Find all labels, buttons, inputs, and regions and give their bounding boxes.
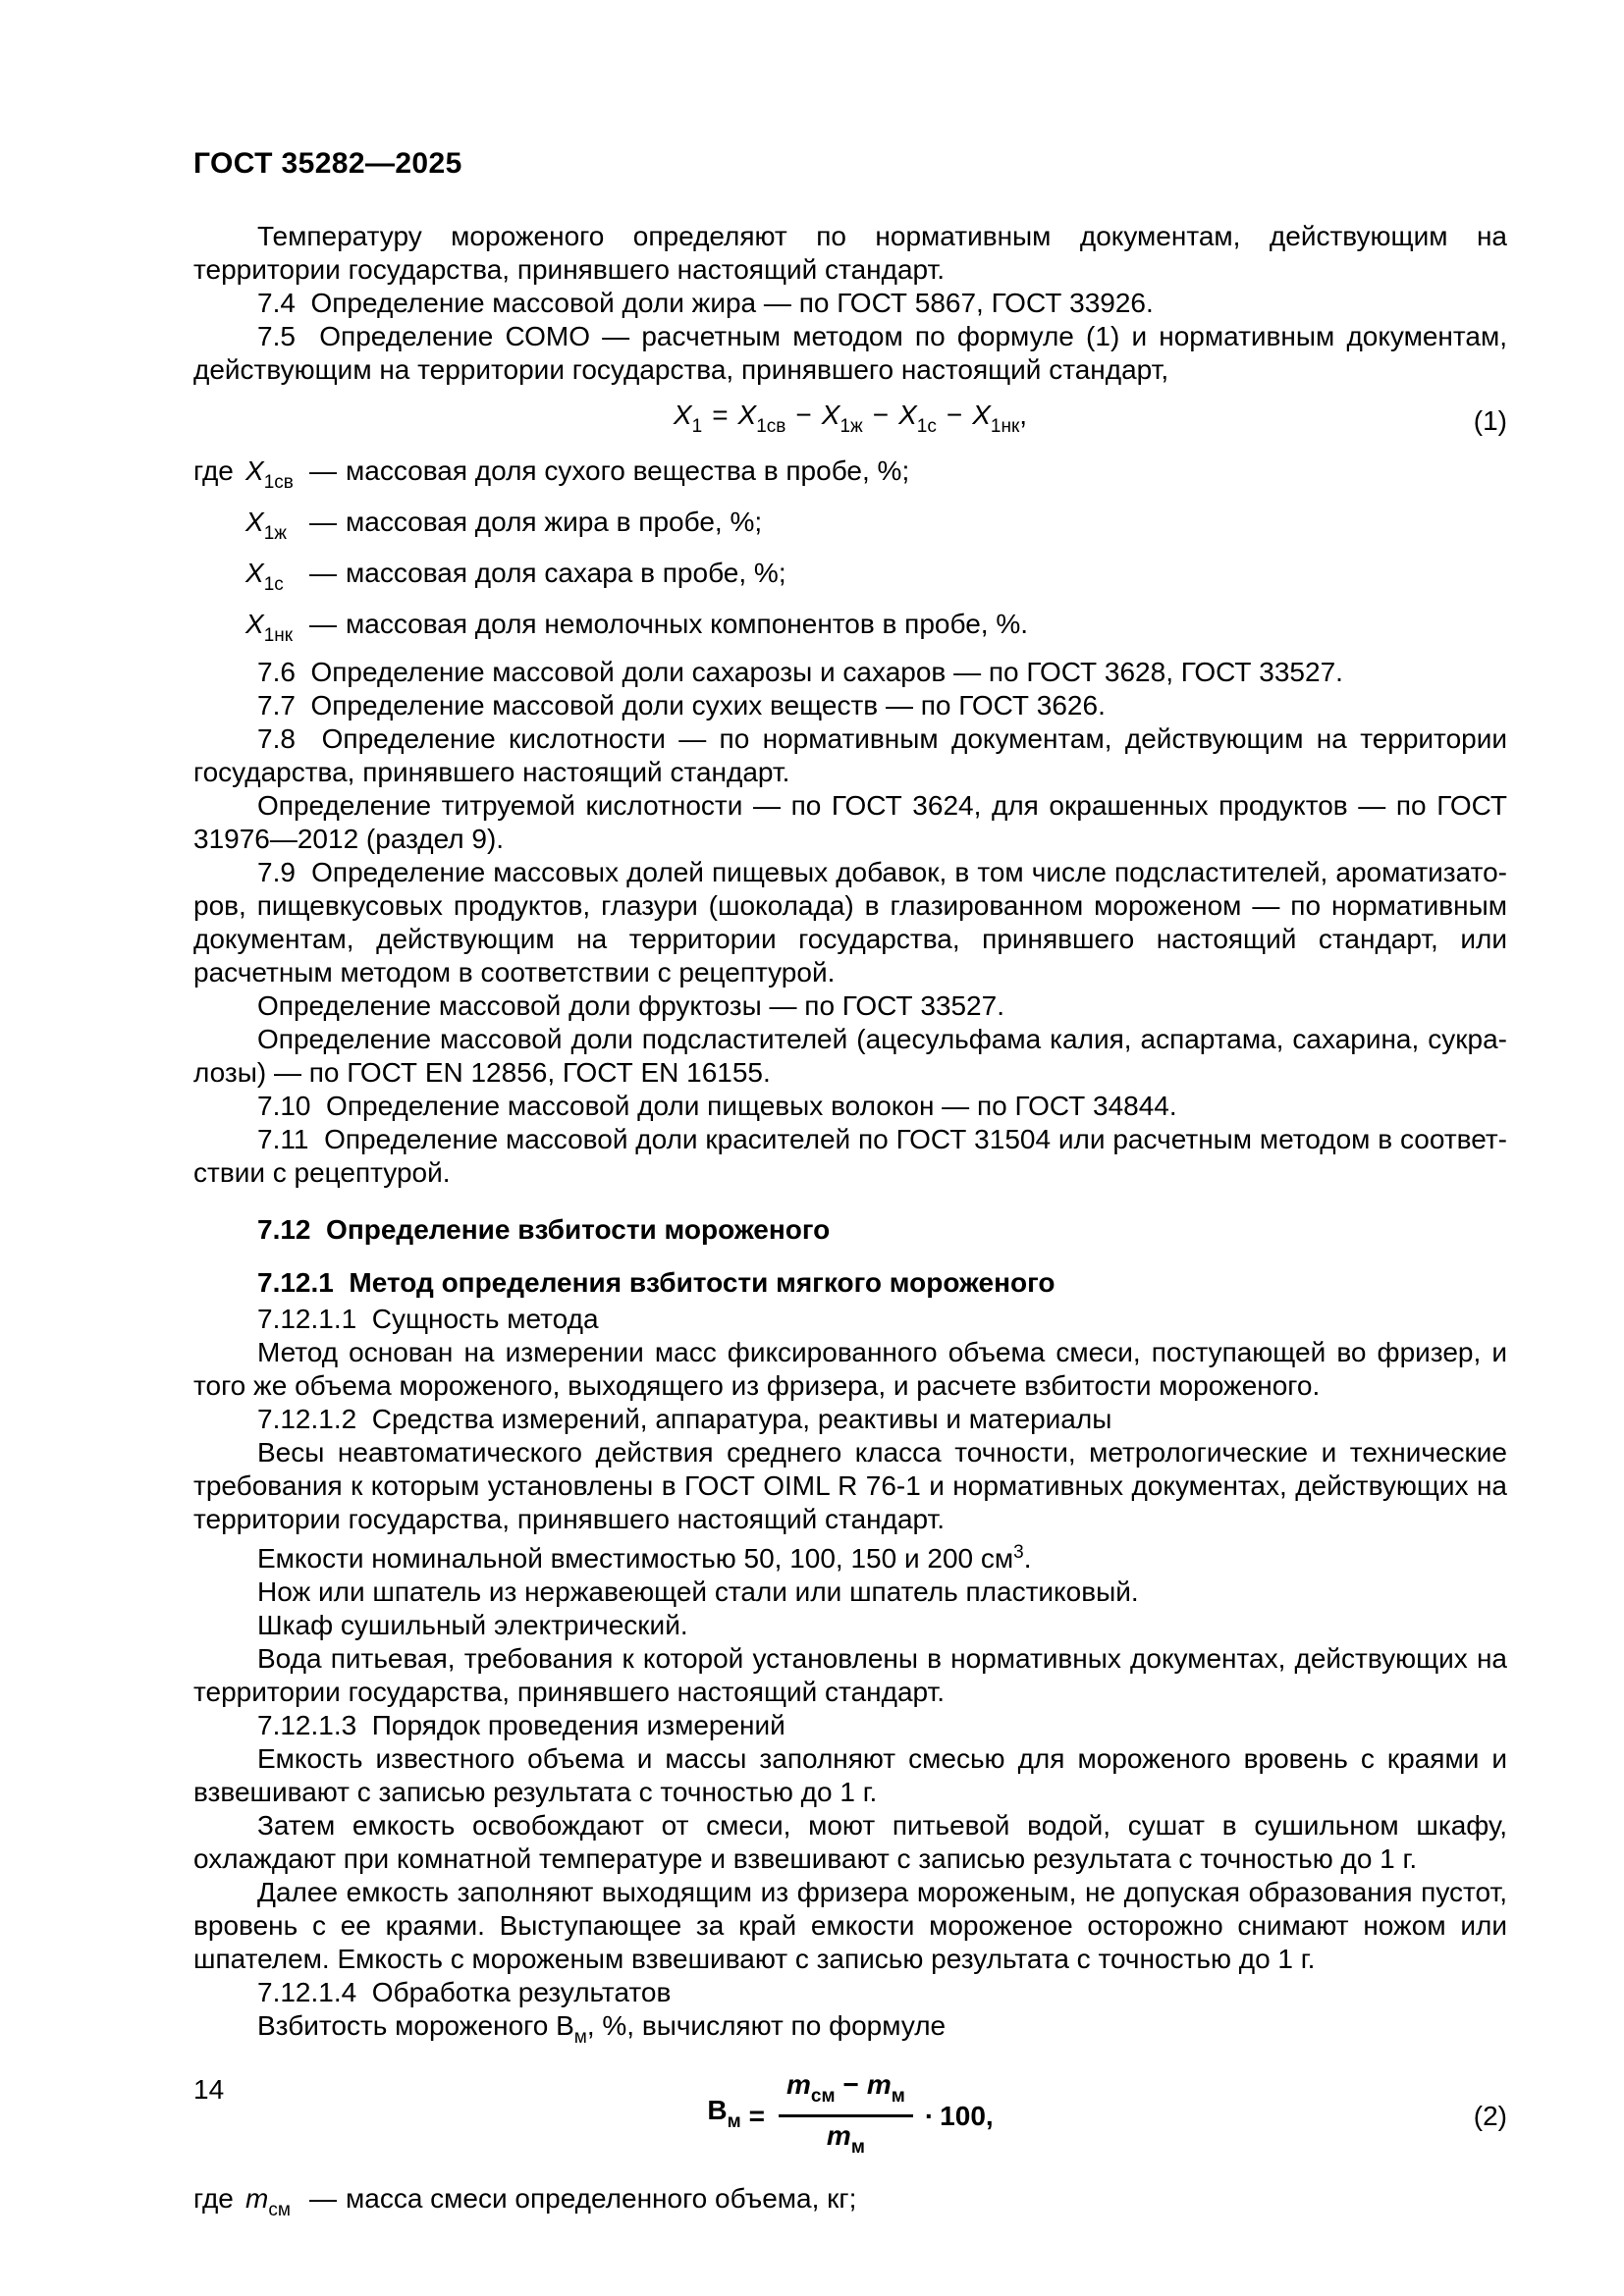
paragraph-7-5: 7.5 Определение СОМО — расчетным методом по формуле (1) и нормативным документам, действующим на территории государства, принявшего настоящий стандарт, <box>193 321 1507 385</box>
formula-2-fraction <box>779 2068 913 2163</box>
formula-1-number: (1) <box>1473 405 1507 436</box>
minus-sign: − <box>842 2069 859 2100</box>
paragraph-fructose: Определение массовой доли фруктозы — по ГОСТ 33527. <box>257 990 1004 1021</box>
paragraph-knife: Нож или шпатель из нержавеющей стали или шпатель пластиковый. <box>257 1576 1139 1607</box>
definition-symbol: $X_{1с}$ <box>245 558 284 595</box>
formula-1-term-3: $X_{1с}$ <box>898 400 937 437</box>
paragraph-7-12-1-3: 7.12.1.3 Порядок проведения измерений <box>257 1710 785 1740</box>
definition-text: массовая доля сухого вещества в пробе, %; <box>346 455 910 486</box>
definition-text: массовая доля жира в пробе, %; <box>346 507 763 537</box>
minus-sign: − <box>946 400 963 430</box>
paragraph-7-10: 7.10 Определение массовой доли пищевых волокон — по ГОСТ 34844. <box>257 1091 1177 1121</box>
paragraph-7-11: 7.11 Определение массовой доли красителей по ГОСТ 31504 или расчетным методом в соответствии с рецептурой. <box>193 1124 1507 1188</box>
paragraph-containers: Емкости номинальной вместимостью 50, 100, 150 и 200 $см^3$. <box>257 1542 1032 1574</box>
page-number: 14 <box>193 2074 225 2105</box>
paragraph-sweeteners: Определение массовой доли подсластителей (ацесульфама калия, аспартама, сахарина, сукралозы) — по ГОСТ EN 12856, ГОСТ EN 16155. <box>193 1024 1507 1088</box>
definition-row <box>193 554 1507 605</box>
paragraph-method-essence: Метод основан на измерении масс фиксированного объема смеси, поступающей во фризер, и того же объема мороженого, выходящего из фризера, и расчете взбитости мороженого. <box>193 1337 1507 1401</box>
paragraph-container-icecream: Далее емкость заполняют выходящим из фризера мороженым, не допуская образования пустот, вровень с ее краями. Выступающее за край емкости мороженое осторожно снимают ножом или шпателем. Емкость с мороженым взвешивают с записью результата с точностью до 1 г. <box>193 1877 1507 1974</box>
formula-1-term-2: $X_{1ж}$ <box>821 400 863 437</box>
paragraph-7-9: 7.9 Определение массовых долей пищевых добавок, в том числе подсластителей, ароматизаторов, пищевкусовых продуктов, глазури (шоколада) в глазированном мороженом — по нормативным документам, действующим на территории государства, принявшего настоящий стандарт, или расчетным методом в соответствии с рецептурой. <box>193 857 1507 988</box>
paragraph-container-fill: Емкость известного объема и массы заполняют смесью для мороженого вровень с краями и взвешивают с записью результата с точностью до 1 г. <box>193 1743 1507 1807</box>
fraction-numerator: $m_{см} - m_м$ <box>779 2068 913 2117</box>
formula-2-factor: 100, <box>940 2100 994 2131</box>
formula-1-term-4: $X_{1нк}$, <box>972 400 1028 437</box>
definition-row <box>193 2179 1507 2230</box>
formula-1 <box>193 399 1507 444</box>
formula-1-lhs: $X_1$ <box>673 400 703 437</box>
definition-lead: где <box>193 2183 234 2214</box>
paragraph-7-8: 7.8 Определение кислотности — по нормативным документам, действующим на территории государства, принявшего настоящий стандарт. <box>193 723 1507 787</box>
minus-sign: − <box>872 400 890 430</box>
paragraph-7-6: 7.6 Определение массовой доли сахарозы и сахаров — по ГОСТ 3628, ГОСТ 33527. <box>257 657 1343 687</box>
paragraph-water: Вода питьевая, требования к которой установлены в нормативных документах, действующих на территории государства, принявшего настоящий стандарт. <box>193 1643 1507 1707</box>
fraction-denominator: $m_м$ <box>826 2120 865 2158</box>
paragraph-container-wash: Затем емкость освобождают от смеси, моют питьевой водой, сушат в сушильном шкафу, охлаждают при комнатной температуре и взвешивают с записью результата с точностью до 1 г. <box>193 1810 1507 1874</box>
paragraph-7-12-1-4: 7.12.1.4 Обработка результатов <box>257 1977 672 2007</box>
definition-symbol: $X_{1нк}$ <box>245 609 294 646</box>
paragraph-7-12-1-1: 7.12.1.1 Сущность метода <box>257 1304 599 1334</box>
definition-row <box>193 452 1507 503</box>
superscript-3: 3 <box>1013 1542 1024 1563</box>
definition-dash: — <box>309 507 337 537</box>
paragraph-scales: Весы неавтоматического действия среднего класса точности, метрологические и технические требования к которым установлены в ГОСТ OIML R 76-1 и нормативных документах, действующих на территории государства, принявшего настоящий стандарт. <box>193 1437 1507 1534</box>
equals-sign: = <box>748 2100 765 2131</box>
subscript-m: м <box>573 2027 587 2048</box>
definition-dash: — <box>309 558 337 588</box>
definition-text: массовая доля сахара в пробе, %; <box>346 558 786 588</box>
definition-text: масса смеси определенного объема, кг; <box>346 2183 857 2214</box>
definition-dash: — <box>309 2183 337 2214</box>
definition-text: массовая доля немолочных компонентов в пробе, %. <box>346 609 1029 639</box>
definition-dash: — <box>309 609 337 639</box>
heading-7-12: 7.12 Определение взбитости мороженого <box>257 1214 831 1245</box>
definition-dash: — <box>309 455 337 486</box>
definition-row <box>193 503 1507 554</box>
paragraph-7-4: 7.4 Определение массовой доли жира — по ГОСТ 5867, ГОСТ 33926. <box>257 288 1154 318</box>
minus-sign: − <box>795 400 812 430</box>
equals-sign: = <box>712 400 729 430</box>
definition-symbol: $X_{1ж}$ <box>245 507 287 544</box>
paragraph-drying-cabinet: Шкаф сушильный электрический. <box>257 1610 688 1640</box>
paragraph-overrun-intro: Взбитость мороженого $В_м$, %, вычисляют по формуле <box>257 2010 947 2048</box>
document-header: ГОСТ 35282—2025 <box>193 147 462 180</box>
formula-2 <box>193 2068 1507 2163</box>
heading-7-12-1: 7.12.1 Метод определения взбитости мягкого мороженого <box>257 1267 1056 1298</box>
formula-1-term-1: $X_{1св}$ <box>737 400 786 437</box>
paragraph-7-12-1-2: 7.12.1.2 Средства измерений, аппаратура, реактивы и материалы <box>257 1404 1112 1434</box>
formula-2-number: (2) <box>1473 2100 1507 2131</box>
paragraph-titratable-acidity: Определение титруемой кислотности — по ГОСТ 3624, для окрашенных продуктов — по ГОСТ 31976—2012 (раздел 9). <box>193 790 1507 854</box>
paragraph-temperature: Температуру мороженого определяют по нормативным документам, действующим на территории государства, принявшего настоящий стандарт. <box>193 221 1507 285</box>
definition-symbol: $X_{1св}$ <box>245 455 294 493</box>
paragraph-7-7: 7.7 Определение массовой доли сухих веществ — по ГОСТ 3626. <box>257 690 1106 721</box>
formula-2-lhs: $В_м$ <box>707 2094 741 2132</box>
document-content <box>193 220 1507 2230</box>
definition-row <box>193 605 1507 656</box>
definition-symbol: $m_{см}$ <box>245 2183 291 2220</box>
definition-lead: где <box>193 455 234 486</box>
multiplication-dot: · <box>924 2100 935 2131</box>
